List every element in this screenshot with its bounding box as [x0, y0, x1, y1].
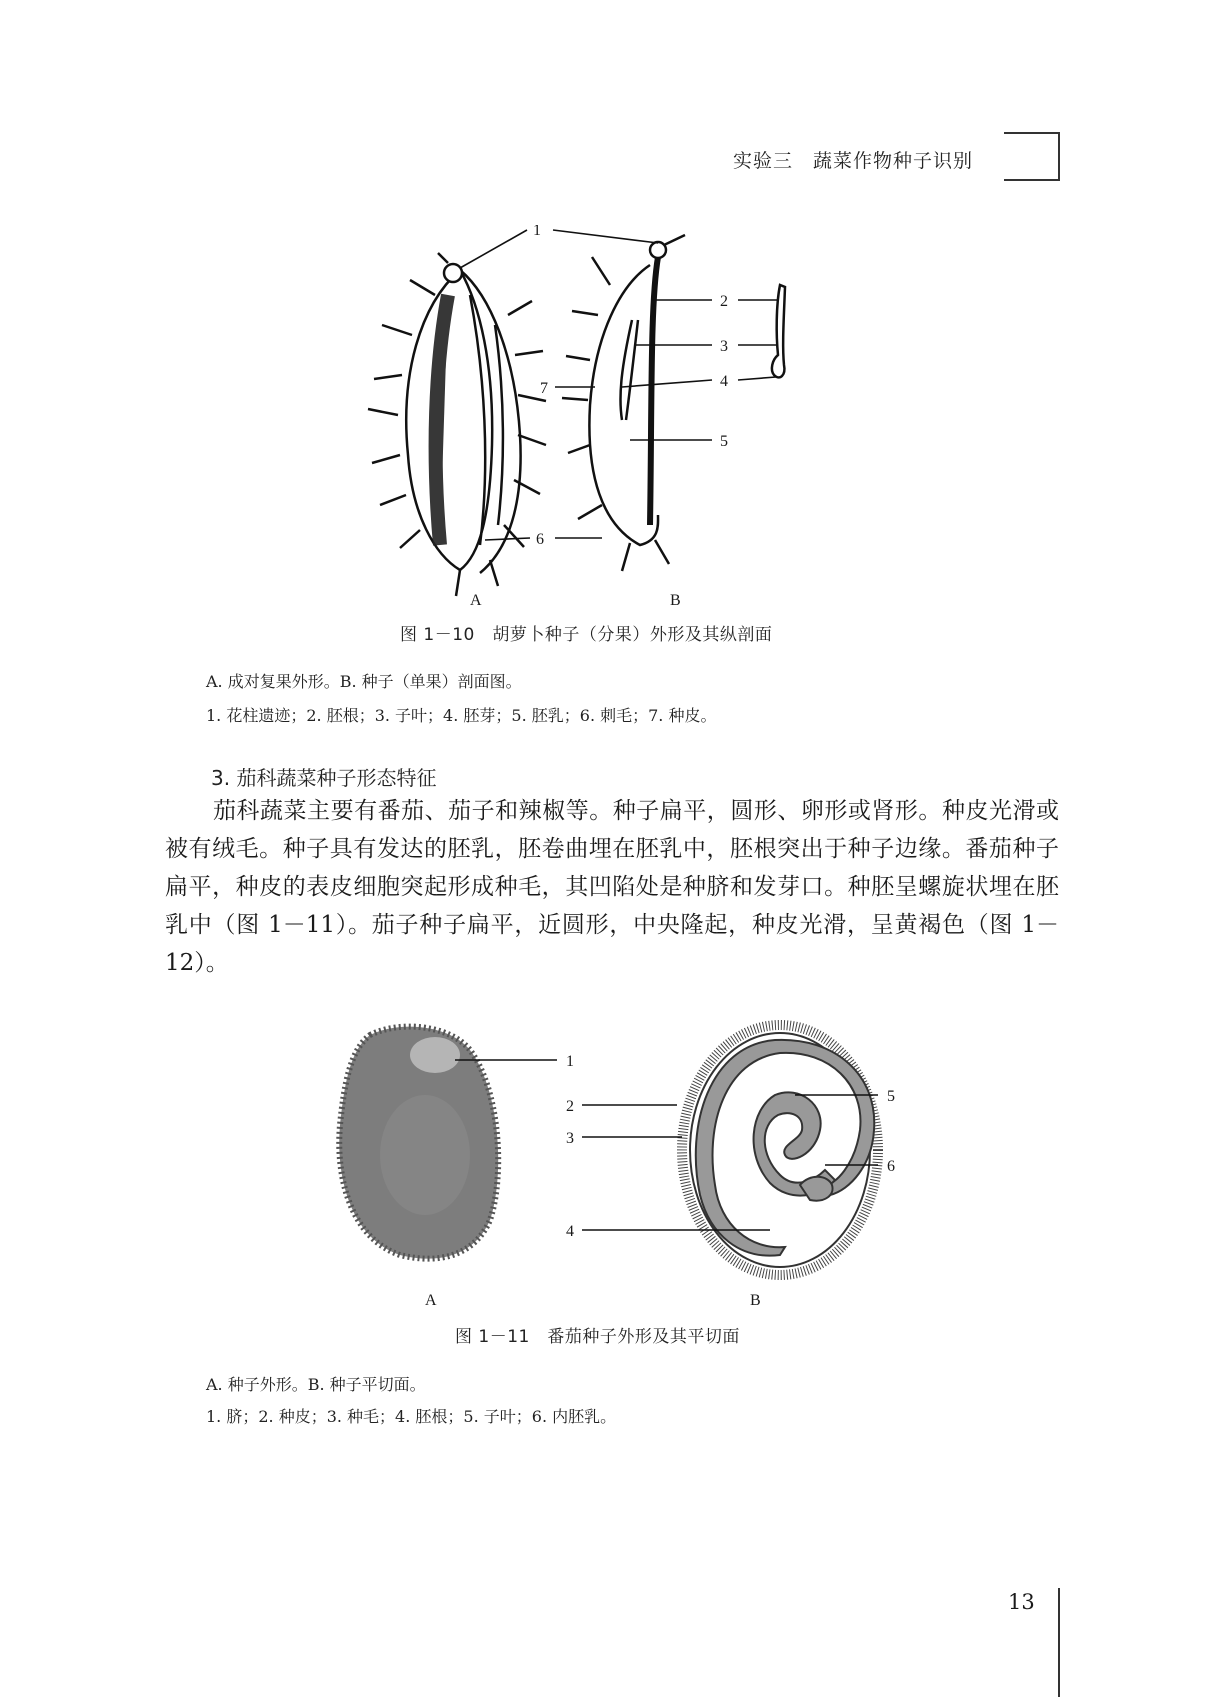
callout-2: 2	[566, 1098, 574, 1115]
figure-1-10-note-2: 1. 花柱遗迹；2. 胚根；3. 子叶；4. 胚芽；5. 胚乳；6. 刺毛；7. 种皮。	[206, 706, 717, 725]
page-rule	[1058, 1588, 1060, 1697]
figure-1-10-note-1: A. 成对复果外形。B. 种子（单果）剖面图。	[206, 672, 522, 691]
callout-7: 7	[540, 380, 548, 397]
callout-4: 4	[720, 373, 728, 390]
panel-label-b: B	[670, 592, 681, 609]
body-paragraph: 茄科蔬菜主要有番茄、茄子和辣椒等。种子扁平，圆形、卵形或肾形。种皮光滑或被有绒毛。种子具有发达的胚乳，胚卷曲埋在胚乳中，胚根突出于种子边缘。番茄种子扁平，种皮的表皮细胞突起形成种毛，其凹陷处是种脐和发芽口。种胚呈螺旋状埋在胚乳中（图 1－11）。茄子种子扁平，近圆形，中央隆起，种皮光滑，呈黄褐色（图 1－12）。	[165, 798, 1059, 976]
callout-1: 1	[566, 1053, 574, 1070]
figure-1-11-note-2: 1. 脐；2. 种皮；3. 种毛；4. 胚根；5. 子叶；6. 内胚乳。	[206, 1407, 617, 1426]
figure-1-11-caption: 图 1－11 番茄种子外形及其平切面	[455, 1327, 740, 1347]
panel-label-b: B	[750, 1292, 761, 1309]
figure-1-10-illustration	[340, 225, 900, 615]
callout-4: 4	[566, 1223, 574, 1240]
callout-3: 3	[566, 1130, 574, 1147]
callout-6: 6	[536, 531, 544, 548]
figure-1-10-caption: 图 1－10 胡萝卜种子（分果）外形及其纵剖面	[400, 625, 773, 645]
figure-1-11-illustration	[330, 1015, 910, 1315]
callout-5: 5	[720, 433, 728, 450]
callout-2: 2	[720, 293, 728, 310]
callout-1: 1	[533, 225, 541, 239]
section-heading: 3. 茄科蔬菜种子形态特征	[211, 766, 437, 790]
tomato-seed-section	[682, 1025, 878, 1275]
tomato-seed-photo	[339, 1027, 498, 1259]
figure-1-11-note-1: A. 种子外形。B. 种子平切面。	[206, 1375, 426, 1394]
callout-5: 5	[887, 1088, 895, 1105]
panel-label-a: A	[425, 1292, 437, 1309]
page-number: 13	[1008, 1590, 1035, 1614]
figure-1-10-leader-lines	[460, 230, 778, 540]
carrot-seed-pair-drawing	[368, 253, 546, 596]
callout-6: 6	[887, 1158, 895, 1175]
callout-3: 3	[720, 338, 728, 355]
carrot-seed-section-drawing	[562, 235, 785, 571]
running-header: 实验三 蔬菜作物种子识别	[732, 150, 973, 172]
header-frame	[1004, 132, 1060, 181]
panel-label-a: A	[470, 592, 482, 609]
